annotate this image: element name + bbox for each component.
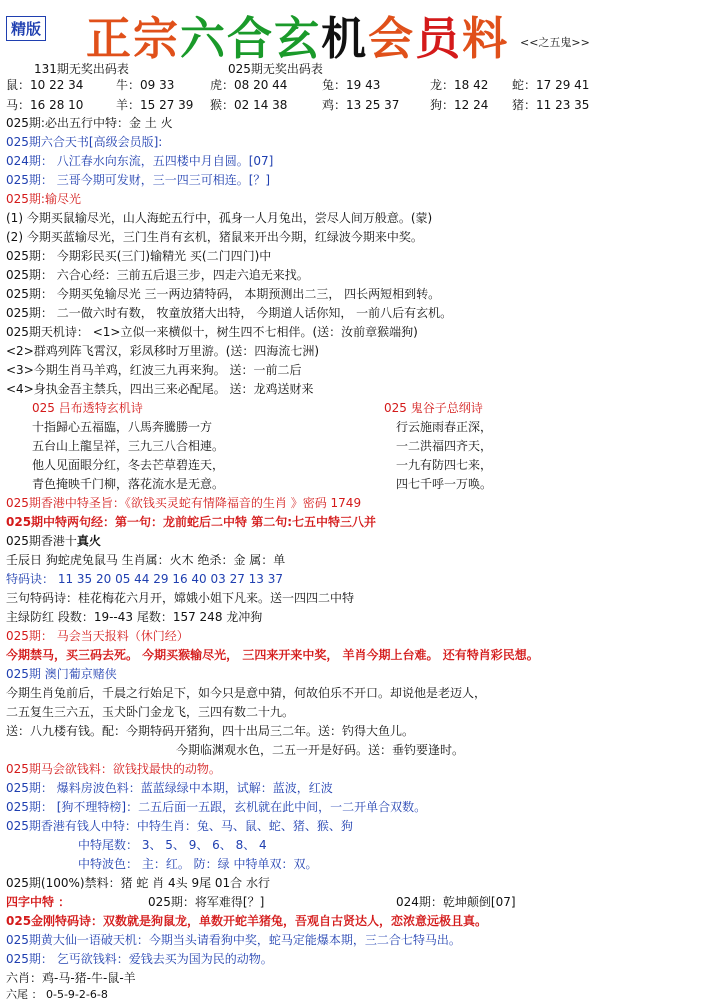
section-heading: 025期六合天书[高级会员版]:: [6, 135, 163, 149]
zodiac-cell: 猪：11 23 35: [512, 98, 590, 112]
table-heading-left: 131期无奖出码表: [34, 62, 129, 76]
text-line: 025期： 爆料房波色料：蓝蓝绿绿中本期，试解：蓝波，红波: [6, 781, 333, 795]
table-heading-right: 025期无奖出码表: [228, 62, 323, 76]
title-char: 料: [462, 12, 510, 65]
text-line: 主绿防红 段数：19--43 尾数：157 248 龙冲狗: [6, 610, 263, 624]
zodiac-cell: 兔：19 43: [322, 78, 381, 92]
text-line: 025期： 乞丐欲钱料：爱钱去买为国为民的动物。: [6, 952, 273, 966]
text-segment: 025期香港十: [6, 534, 77, 548]
title-char: 六: [180, 12, 228, 65]
text-line: (2) 今期买蓝输尽光，三门生肖有玄机，猪鼠来开出今期，红绿波今期来中奖。: [6, 230, 423, 244]
zodiac-cell: 鸡：13 25 37: [322, 98, 400, 112]
zodiac-cell: 猴：02 14 38: [210, 98, 288, 112]
verse-line: 024期： 八江春水向东流，五四楼中月自圆。[07]: [6, 154, 274, 168]
poem-line: 五台山上龍呈祥，三九三八合相連。: [32, 439, 225, 453]
section-heading: 025期:输尽光: [6, 192, 81, 206]
text-line: 中特波色： 主：红。 防：绿 中特单双：双。: [78, 857, 318, 871]
section-heading: 025 吕布透特玄机诗: [32, 401, 143, 415]
five-elements-line: 025期:必出五行中特：金 土 火: [6, 116, 173, 130]
highlight-line: 今期禁马，买三码去死。 今期买猴输尽光， 三四来开来中奖， 羊肖今期上台难。 还有特肖彩民想。: [6, 648, 539, 662]
title-char: 宗: [133, 12, 181, 65]
poem-line: 一二洪福四齐天，: [396, 439, 493, 453]
zodiac-cell: 鼠：10 22 34: [6, 78, 84, 92]
title-char: 玄: [274, 12, 322, 65]
text-line: 025期黄大仙一语破天机：今期当头请看狗中奖，蛇马定能爆本期，三二合七特马出。: [6, 933, 461, 947]
section-heading: 025期 澳门葡京赌侠: [6, 667, 117, 681]
title-char: 正: [86, 12, 134, 65]
page-subtitle: <<之五鬼>>: [520, 36, 590, 49]
text-line: 送：八九楼有钱。配：今期特码开猪狗，四十出局三二年。送：钓得大鱼儿。: [6, 724, 415, 738]
highlight-line: 025期马会欲钱料：欲钱找最快的动物。: [6, 762, 221, 776]
text-line: 壬辰日 狗蛇虎兔鼠马 生肖属：火木 绝杀：金 属：单: [6, 553, 286, 567]
zodiac-cell: 羊：15 27 39: [116, 98, 194, 112]
text-line: 特码诀： 11 35 20 05 44 29 16 40 03 27 13 37: [6, 572, 284, 586]
text-line: 025期(100%)禁料：猪 蛇 肖 4头 9尾 01合 水行: [6, 876, 271, 890]
title-char: 会: [368, 12, 416, 65]
text-line: 今期临渊观水色，二五一开是好码。送：垂钓要逢时。: [176, 743, 465, 757]
title-char: 员: [415, 12, 463, 65]
text-line: 025期： 今期买兔输尽光 三一两边猜特码， 本期预测出二三， 四长两短相到转。: [6, 287, 441, 301]
zodiac-cell: 马：16 28 10: [6, 98, 84, 112]
text-line: 025期： 二一做六时有数， 牧童放猪大出特， 今期道人话你知， 一前八后有玄机。: [6, 306, 453, 320]
poem-line: 一九有防四七来，: [396, 458, 493, 472]
text-line: <2>群鸡列阵飞霄汉，彩凤移时万里游。(送：四海流七洲): [6, 344, 320, 358]
text-line: 025期天机诗： <1>立似一来横似十，树生四不七相伴。(送：汝前章猴端狗): [6, 325, 418, 339]
edition-badge: 精版: [6, 16, 46, 41]
text-segment: 真火: [76, 534, 101, 548]
zodiac-cell: 狗：12 24: [430, 98, 489, 112]
text-line: <3>今期生肖马羊鸡，红波三九再来狗。 送：一前二后: [6, 363, 302, 377]
highlight-line: 四字中特 ：: [6, 895, 71, 909]
title-char: 合: [227, 12, 275, 65]
zodiac-cell: 虎：08 20 44: [210, 78, 288, 92]
highlight-line: 025金刚特码诗：双数就是狗鼠龙，单数开蛇羊猪兔，吾观自古贤达人，恋浓意远极且真。: [6, 914, 488, 928]
text-line: 025期： [狗不理特榜]：二五后面一五跟，玄机就在此中间，一二开单合双数。: [6, 800, 427, 814]
text-line: 025期： 六合心经：三前五后退三步，四走六追无来找。: [6, 268, 309, 282]
text-line: <4>身执金吾主禁兵，四出三来必配尾。 送：龙鸡送财来: [6, 382, 314, 396]
page-title: [86, 2, 509, 67]
title-char: 机: [321, 12, 369, 65]
text-line: 三句特码诗：桂花梅花六月开，嫦娥小姐下凡来。送一四四二中特: [6, 591, 355, 605]
text-line: 025期： 今期彩民买(三门)输精光 买(二门四门)中: [6, 249, 272, 263]
text-line: 二五复生三六五，玉犬卧门金龙飞，三四有数二十九。: [6, 705, 295, 719]
poem-line: 青色掩映千门柳，落花流水是无意。: [32, 477, 225, 491]
text-line: 六肖：鸡-马-猪-牛-鼠-羊: [6, 971, 136, 985]
zodiac-cell: 牛：09 33: [116, 78, 175, 92]
section-heading: 025 鬼谷子总纲诗: [384, 401, 483, 415]
text-line: [6, 532, 101, 551]
section-heading: 025期： 马会当天报料（休门经）: [6, 629, 189, 643]
zodiac-cell: 蛇：17 29 41: [512, 78, 590, 92]
poem-line: 行云施雨春正深，: [396, 420, 493, 434]
text-line: (1) 今期买鼠输尽光，山人海蛇五行中，孤身一人月兔出，尝尽人间万般意。(蒙): [6, 211, 433, 225]
text-line: 中特尾数： 3、 5、 9、 6、 8、 4: [78, 838, 267, 852]
poem-line: 十指歸心五福臨，八馬奔騰勝一方: [32, 420, 213, 434]
text-line: 今期生肖兔前后，千晨之行始足下，如今只是意中猜，何故伯乐不开口。却说他是老迈人，: [6, 686, 487, 700]
page-header: [0, 0, 702, 65]
text-line: 025期香港有钱人中特：中特生肖：兔、马、鼠、蛇、猪、猴、狗: [6, 819, 353, 833]
text-line: 024期：乾坤颠倒[07]: [396, 895, 516, 909]
highlight-line: 025期中特两句经：第一句：龙前蛇后二中特 第二句:七五中特三八并: [6, 515, 377, 529]
poem-line: 他人见面眼分红，冬去芒草碧连天，: [32, 458, 225, 472]
highlight-line: 025期香港中特圣旨：《欲钱买灵蛇有情降福音的生肖 》密码 1749: [6, 496, 362, 510]
verse-line: 025期： 三哥今期可发财，三一四三可相连。[？]: [6, 173, 271, 187]
poem-line: 四七千呼一万唤。: [396, 477, 493, 491]
text-line: 六尾 ： 0-5-9-2-6-8: [6, 988, 108, 1001]
zodiac-cell: 龙：18 42: [430, 78, 489, 92]
text-line: 025期：将军难得[？]: [148, 895, 265, 909]
